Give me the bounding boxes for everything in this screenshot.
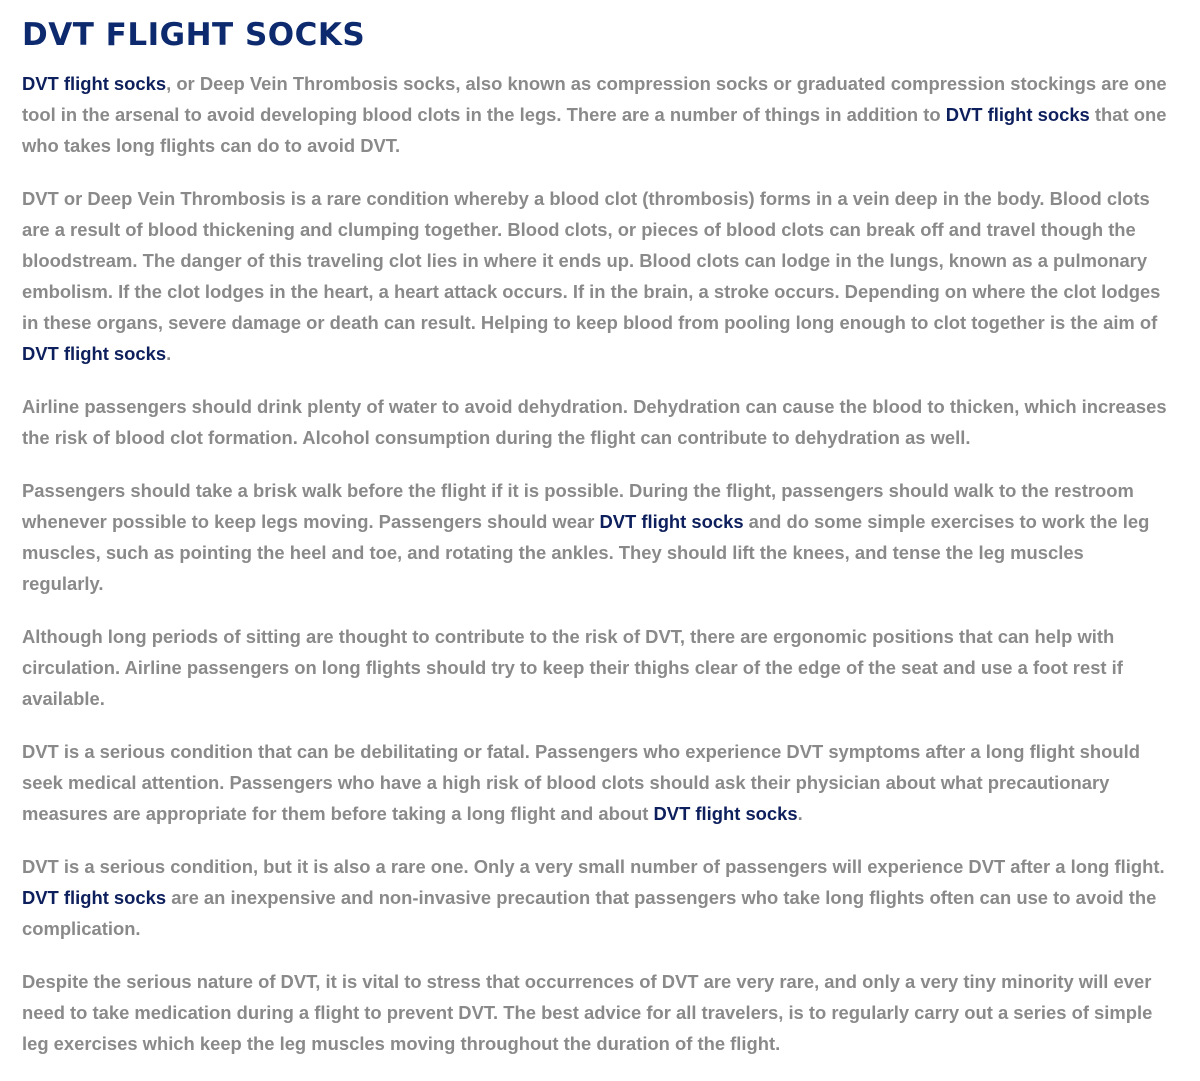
paragraph-text: DVT or Deep Vein Thrombosis is a rare condition whereby a blood clot (thrombosis) forms in a vein deep in the body. Blood clots are a result of blood thickening and clumping together. Blood clots, or pieces of blood clots can break off and travel though the bloodstream. The danger of this traveling clot lies in where it ends up. Blood clots can lodge in the lungs, known as a pulmonary embolism. If the clot lodges in the heart, a heart attack occurs. If in the brain, a stroke occurs. Depending on where the clot lodges in these organs, severe damage or death can result. Helping to keep blood from pooling long enough to clot together is the aim of [22, 188, 1161, 333]
page-title: DVT FLIGHT SOCKS [22, 17, 366, 53]
paragraph-text: DVT is a serious condition that can be debilitating or fatal. Passengers who experience DVT symptoms after a long flight should seek medical attention. Passengers who have a high risk of blood clots should ask their physician about what precautionary measures are appropriate for them before taking a long flight and about [22, 741, 1140, 824]
paragraph-7 [22, 851, 1167, 944]
paragraph-text: Airline passengers should drink plenty of water to avoid dehydration. Dehydration can cause the blood to thicken, which increases the risk of blood clot formation. Alcohol consumption during the flight can contribute to dehydration as well. [22, 396, 1167, 448]
paragraph-text: are an inexpensive and non-invasive precaution that passengers who take long flights often can use to avoid the complication. [22, 887, 1157, 939]
dvt-flight-socks-link[interactable]: DVT flight socks [653, 803, 798, 824]
paragraph-text: . [797, 803, 803, 824]
paragraph-text: that one who takes long flights can do to avoid DVT. [22, 104, 1167, 156]
paragraph-text: DVT is a serious condition, but it is also a rare one. Only a very small number of passengers will experience DVT after a long flight. [22, 856, 1165, 877]
paragraph-8 [22, 966, 1167, 1059]
dvt-flight-socks-link[interactable]: DVT flight socks [599, 511, 744, 532]
paragraph-text: Passengers should take a brisk walk before the flight if it is possible. During the flight, passengers should walk to the restroom whenever possible to keep legs moving. Passengers should wear [22, 480, 1134, 532]
paragraph-text: and do some simple exercises to work the leg muscles, such as pointing the heel and toe, and rotating the ankles. They should lift the knees, and tense the leg muscles regularly. [22, 511, 1150, 594]
paragraph-3 [22, 391, 1167, 453]
paragraph-text: , or Deep Vein Thrombosis socks, also known as compression socks or graduated compression stockings are one tool in the arsenal to avoid developing blood clots in the legs. There are a number of things in addition to [22, 73, 1167, 125]
paragraph-1 [22, 68, 1167, 161]
paragraph-5 [22, 621, 1167, 714]
dvt-flight-socks-link[interactable]: DVT flight socks [22, 887, 167, 908]
paragraph-4 [22, 475, 1167, 599]
paragraph-2 [22, 183, 1167, 369]
article [22, 12, 1167, 1081]
dvt-flight-socks-link[interactable]: DVT flight socks [22, 73, 167, 94]
paragraph-text: . [166, 343, 172, 364]
dvt-flight-socks-link[interactable]: DVT flight socks [22, 343, 167, 364]
paragraph-6 [22, 736, 1167, 829]
paragraph-text: Despite the serious nature of DVT, it is vital to stress that occurrences of DVT are very rare, and only a very tiny minority will ever need to take medication during a flight to prevent DVT. The best advice for all travelers, is to regularly carry out a series of simple leg exercises which keep the leg muscles moving throughout the duration of the flight. [22, 971, 1153, 1054]
dvt-flight-socks-link[interactable]: DVT flight socks [945, 104, 1090, 125]
paragraph-text: Although long periods of sitting are thought to contribute to the risk of DVT, there are ergonomic positions that can help with circulation. Airline passengers on long flights should try to keep their thighs clear of the edge of the seat and use a foot rest if available. [22, 626, 1123, 709]
